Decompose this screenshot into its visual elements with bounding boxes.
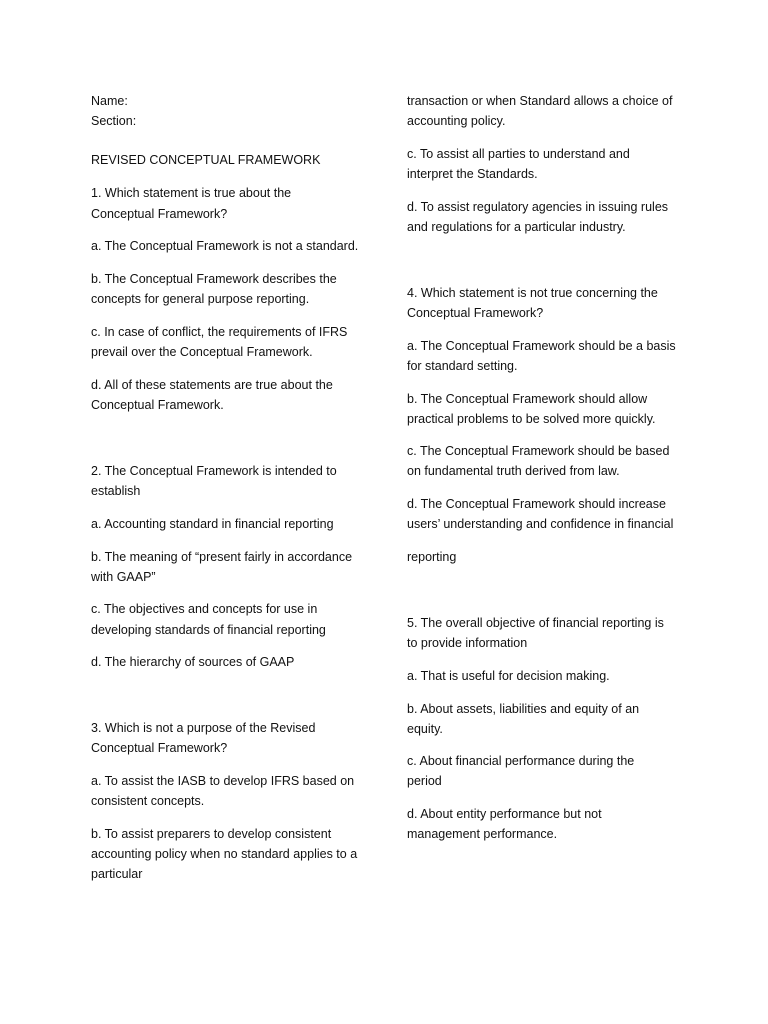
question-3-option-b-line-4: transaction or when Standard allows a choice of xyxy=(407,94,673,108)
question-1-option-d-line-1: d. All of these statements are true about the xyxy=(91,378,333,392)
question-5-option-d-line-2: management performance. xyxy=(407,827,558,841)
question-5-option-b-line-1: b. About assets, liabilities and equity of an xyxy=(407,702,640,716)
question-1-option-b-line-1: b. The Conceptual Framework describes the xyxy=(91,272,337,286)
question-4-line-1: 4. Which statement is not true concerning the xyxy=(407,286,658,300)
section-label: Section: xyxy=(91,114,137,128)
question-5-option-b-line-2: equity. xyxy=(407,722,443,736)
question-2-option-b-line-1: b. The meaning of “present fairly in accordance xyxy=(91,550,353,564)
question-3-option-b-line-1: b. To assist preparers to develop consistent xyxy=(91,827,332,841)
question-1-option-b-line-2: concepts for general purpose reporting. xyxy=(91,292,310,306)
question-4-option-b-line-2: practical problems to be solved more quickly. xyxy=(407,412,656,426)
question-3-option-b-line-3: particular xyxy=(91,867,143,881)
question-4-option-a-line-1: a. The Conceptual Framework should be a basis xyxy=(407,339,676,353)
question-5-line-2: to provide information xyxy=(407,636,528,650)
question-1-line-1: 1. Which statement is true about the xyxy=(91,186,292,200)
question-4-line-2: Conceptual Framework? xyxy=(407,306,544,320)
question-3-option-b-line-5: accounting policy. xyxy=(407,114,506,128)
question-2-option-c-line-2: developing standards of financial reporting xyxy=(91,623,326,637)
question-1-option-c-line-1: c. In case of conflict, the requirements of IFRS xyxy=(91,325,348,339)
question-4-option-a-line-2: for standard setting. xyxy=(407,359,518,373)
question-2-option-c-line-1: c. The objectives and concepts for use in xyxy=(91,602,318,616)
question-4-option-b-line-1: b. The Conceptual Framework should allow xyxy=(407,392,648,406)
question-4-option-c-line-2: on fundamental truth derived from law. xyxy=(407,464,620,478)
question-3-option-c-line-2: interpret the Standards. xyxy=(407,167,538,181)
question-2-line-2: establish xyxy=(91,484,141,498)
question-3-option-b-line-2: accounting policy when no standard applies to a xyxy=(91,847,358,861)
question-5-option-a: a. That is useful for decision making. xyxy=(407,669,610,683)
question-5-option-c-line-1: c. About financial performance during the xyxy=(407,754,635,768)
question-4-option-d-line-1: d. The Conceptual Framework should increase xyxy=(407,497,666,511)
question-4-option-d-line-2: users’ understanding and confidence in financial xyxy=(407,517,674,531)
question-3-line-1: 3. Which is not a purpose of the Revised xyxy=(91,721,316,735)
question-1-line-2: Conceptual Framework? xyxy=(91,207,228,221)
question-3-option-c-line-1: c. To assist all parties to understand and xyxy=(407,147,630,161)
question-4-option-c-line-1: c. The Conceptual Framework should be based xyxy=(407,444,670,458)
question-1-option-a: a. The Conceptual Framework is not a standard. xyxy=(91,239,359,253)
question-5-line-1: 5. The overall objective of financial reporting is xyxy=(407,616,664,630)
question-1-option-d-line-2: Conceptual Framework. xyxy=(91,398,224,412)
question-5-option-c-line-2: period xyxy=(407,774,442,788)
document-title: REVISED CONCEPTUAL FRAMEWORK xyxy=(91,153,321,167)
question-2-line-1: 2. The Conceptual Framework is intended to xyxy=(91,464,337,478)
question-3-option-a-line-1: a. To assist the IASB to develop IFRS based on xyxy=(91,774,355,788)
question-3-option-a-line-2: consistent concepts. xyxy=(91,794,205,808)
question-5-option-d-line-1: d. About entity performance but not xyxy=(407,807,602,821)
question-4-option-d-line-3: reporting xyxy=(407,550,457,564)
question-2-option-d: d. The hierarchy of sources of GAAP xyxy=(91,655,295,669)
question-2-option-a: a. Accounting standard in financial reporting xyxy=(91,517,334,531)
name-label: Name: xyxy=(91,94,128,108)
question-1-option-c-line-2: prevail over the Conceptual Framework. xyxy=(91,345,313,359)
question-2-option-b-line-2: with GAAP” xyxy=(91,570,156,584)
question-3-option-d-line-2: and regulations for a particular industry. xyxy=(407,220,626,234)
question-3-line-2: Conceptual Framework? xyxy=(91,741,228,755)
question-3-option-d-line-1: d. To assist regulatory agencies in issuing rules xyxy=(407,200,669,214)
